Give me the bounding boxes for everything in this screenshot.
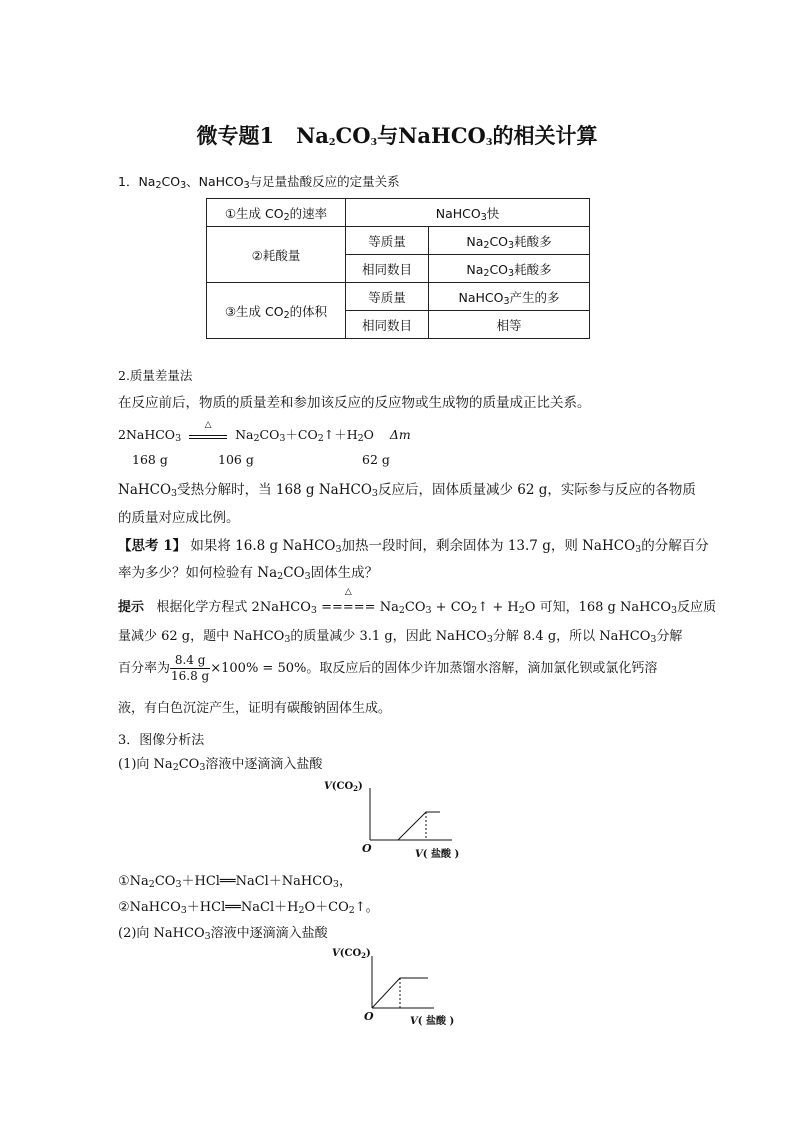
y-axis-label: $V(CO_2)$ — [332, 948, 371, 960]
origin-label: O — [362, 842, 372, 855]
title-formula: Na — [296, 123, 329, 148]
table-cell: 等质量 — [346, 227, 429, 255]
title-prefix: 微专题1 — [196, 123, 275, 148]
hint-text: 量减少 62 g，题中 NaHCO$_3$的质量减少 3.1 g，因此 NaHCO$_3$分解 8.4 g，所以 NaHCO$_3$分解 — [118, 629, 683, 645]
table-row — [207, 227, 590, 255]
hint-text: 百分率为 $\frac{8.4 g}{16.8 g}$ ×100% = 50%。取反应后的固体少许加蒸馏水溶解，滴加氯化钡或氯化钙溶 — [118, 653, 658, 683]
page-title — [0, 120, 794, 150]
table-cell: 等质量 — [346, 283, 429, 311]
table-cell: 相等 — [429, 311, 590, 339]
section3-heading: 3．图像分析法 — [118, 733, 205, 748]
thinking-question: 率为多少？如何检验有 $Na_2CO_3$固体生成？ — [118, 565, 379, 582]
origin-label: O — [364, 1010, 374, 1023]
title-word: 与 — [377, 123, 399, 148]
fraction: $\frac{8.4 g}{16.8 g}$ — [171, 653, 210, 683]
table-cell: ③生成 $CO_2$的体积 — [207, 283, 346, 339]
paragraph: 在反应前后，物质的质量差和参加该反应的反应物或生成物的质量成正比关系。 — [118, 395, 591, 411]
title-sub: 3 — [485, 137, 493, 148]
curve — [370, 812, 440, 840]
hint-text: 提示 根据化学方程式 2NaHCO$_3$ △ ===== $Na_2CO_3$ + $CO_2↑ + H_2O$ 可知，168 g NaHCO$_3$反应质 — [118, 587, 717, 616]
y-axis-label: $V(CO_2)$ — [324, 781, 363, 793]
title-sub: 3 — [370, 137, 378, 148]
paragraph: 的质量对应成比例。 — [118, 510, 240, 526]
mass-value: 62 g — [362, 452, 390, 467]
reaction-equation: $②NaHCO_3+HCl══NaCl+H_2O+CO_2↑$。 — [118, 900, 379, 916]
table-cell: 相同数目 — [346, 311, 429, 339]
section2-heading: 2.质量差量法 — [118, 368, 193, 383]
mass-value: 168 g — [132, 452, 168, 467]
table-cell: $Na_2CO_3$耗酸多 — [429, 227, 590, 255]
mass-value: 106 g — [218, 452, 254, 467]
condition-arrow: △ — [189, 433, 227, 439]
graph-1 — [364, 786, 454, 844]
hint-text: 液，有白色沉淀产生，证明有碳酸钠固体生成。 — [118, 701, 392, 716]
table-cell: 相同数目 — [346, 255, 429, 283]
subheading: (2)向 NaHCO$_3$溶液中逐滴滴入盐酸 — [118, 926, 328, 942]
table-row — [207, 283, 590, 311]
table-cell: $Na_2CO_3$耗酸多 — [429, 255, 590, 283]
table-cell: NaHCO$_3$快 — [346, 199, 590, 227]
reaction-equation: $①Na_2CO_3+HCl══NaCl+NaHCO_3$， — [118, 874, 352, 890]
thinking-question: 【思考 1】 如果将 16.8 g NaHCO$_3$加热一段时间，剩余固体为 13.7 g，则 NaHCO$_3$的分解百分 — [118, 538, 709, 555]
title-formula: NaHCO — [398, 123, 486, 148]
title-suffix: 的相关计算 — [492, 123, 598, 148]
relation-table — [206, 198, 590, 339]
hint-label: 提示 — [118, 600, 145, 615]
equation: 2NaHCO$_3$ △ $Na_2CO_3+CO_2↑+H_2O$ Δm — [118, 420, 411, 444]
delta-m: Δm — [389, 427, 411, 442]
title-sub: 2 — [328, 137, 336, 148]
subheading: (1)向 $Na_2CO_3$溶液中逐滴滴入盐酸 — [118, 757, 323, 773]
table-row — [207, 199, 590, 227]
title-formula: CO — [335, 123, 371, 148]
table-cell: ②耗酸量 — [207, 227, 346, 283]
section1-heading: 1．$Na_2CO_3$、NaHCO$_3$与足量盐酸反应的定量关系 — [118, 174, 400, 191]
table-cell: NaHCO$_3$产生的多 — [429, 283, 590, 311]
graph-2 — [366, 954, 436, 1012]
think-label: 【思考 1】 — [118, 538, 187, 554]
paragraph: NaHCO$_3$受热分解时，当 168 g NaHCO$_3$反应后，固体质量减少 62 g，实际参与反应的各物质 — [118, 482, 696, 499]
x-axis-label: V( 盐酸 ) — [415, 849, 460, 860]
table-cell: ①生成 $CO_2$的速率 — [207, 199, 346, 227]
condition-arrow: △ ===== — [321, 587, 376, 615]
x-axis-label: V( 盐酸 ) — [410, 1016, 455, 1027]
